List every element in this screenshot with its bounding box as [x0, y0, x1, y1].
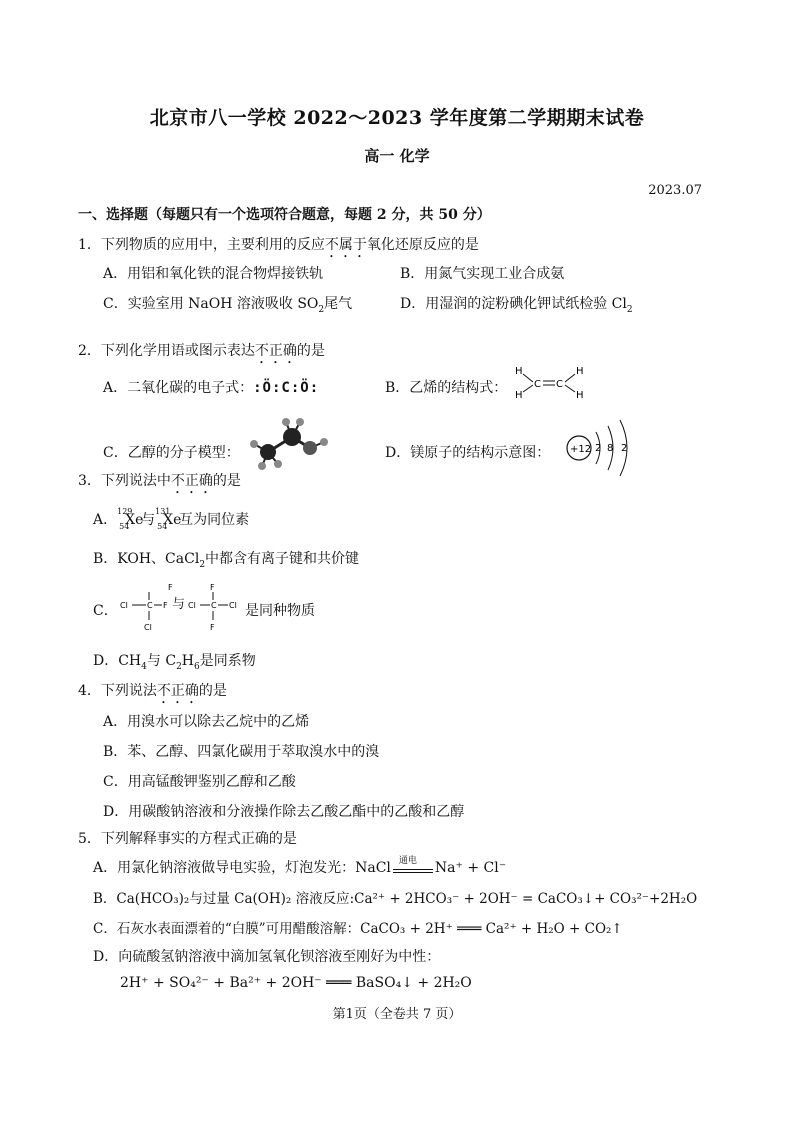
shell-electrons-2: 8 [607, 443, 614, 454]
question-3-c-and: 与 [172, 597, 186, 612]
hydrogen-atom [296, 418, 304, 426]
co2-electron-formula: :Ö:C:Ö: [253, 380, 320, 396]
cl-atom: Cl [188, 601, 196, 610]
f-atom: F [210, 583, 215, 592]
c-atom: C [147, 601, 153, 610]
question-5-stem: 5．下列解释事实的方程式正确的是 [78, 831, 297, 847]
exam-title: 北京市八一学校 2022～2023 学年度第二学期期末试卷 [149, 107, 645, 129]
shell-electrons-1: 2 [595, 443, 602, 454]
hydrogen-atom [250, 440, 258, 448]
question-3-option-b: B．KOH、CaCl$_2$中都含有离子键和共价键 [93, 551, 360, 570]
question-5-option-d-equation: 2H⁺ + SO₄²⁻ + Ba²⁺ + 2OH⁻ ═══ BaSO₄↓ + 2H₂O [120, 975, 472, 991]
ethylene-c-2: C [556, 379, 563, 390]
section-heading: 一、选择题（每题只有一个选项符合题意，每题 2 分，共 50 分） [78, 207, 491, 223]
exam-date: 2023.07 [648, 183, 702, 198]
f-atom: F [168, 583, 173, 592]
question-4-option-d: D．用碳酸钠溶液和分液操作除去乙酸乙酯中的乙酸和乙醇 [103, 804, 465, 820]
question-2-option-c: C．乙醇的分子模型： [103, 445, 240, 461]
ethylene-h-1: H [515, 366, 523, 377]
question-5-option-b: B．Ca(HCO₃)₂与过量 Ca(OH)₂ 溶液反应:Ca²⁺ + 2HCO₃⁻ + 2OH⁻ = CaCO₃↓+ CO₃²⁻+2H₂O [93, 891, 698, 907]
mg-nucleus-charge: +12 [570, 444, 592, 455]
question-3-stem: 3．下列说法中不正确的是 [78, 473, 241, 489]
question-3-option-c-tail: 是同种物质 [245, 603, 315, 619]
question-4-option-b: B．苯、乙醇、四氯化碳用于萃取溴水中的溴 [103, 744, 380, 760]
hydrogen-atom [282, 418, 290, 426]
question-1-option-d: D．用湿润的淀粉碘化钾试纸检验 $Cl_2$ [400, 296, 633, 315]
electrolysis-arrow: 通电 [393, 863, 433, 873]
carbon-atom-2 [283, 428, 301, 446]
cl-atom: Cl [120, 601, 128, 610]
c-atom: C [211, 601, 217, 610]
mg-atom-structure-diagram [562, 414, 638, 476]
ethylene-structure-diagram [508, 362, 590, 402]
ethanol-ball-model [240, 412, 332, 470]
oxygen-atom [303, 441, 317, 455]
shell-electrons-3: 2 [621, 443, 628, 454]
isotope-xe-129: 129 54 Xe [117, 507, 144, 531]
question-2-stem: 2．下列化学用语或图示表达不正确的是 [78, 343, 325, 359]
page-footer: 第1页（全卷共 7 页） [332, 1007, 462, 1022]
question-1-option-b: B．用氮气实现工业合成氨 [400, 266, 565, 282]
cl-atom: Cl [144, 623, 152, 632]
question-4-option-c: C．用高锰酸钾鉴别乙醇和乙酸 [103, 774, 296, 790]
hydrogen-atom [320, 438, 328, 446]
question-2-option-d: D．镁原子的结构示意图： [385, 445, 551, 461]
carbon-atom-1 [260, 444, 276, 460]
question-3-option-d: D．$CH_4$与 $C_2H_6$是同系物 [93, 653, 256, 672]
question-3-option-c-label: C． [93, 603, 118, 619]
question-5-option-c: C．石灰水表面漂着的“白膜”可用醋酸溶解：CaCO₃ + 2H⁺ ═══ Ca²⁺ + H₂O + CO₂↑ [93, 921, 623, 937]
question-2-option-b: B．乙烯的结构式： [385, 380, 508, 396]
isotope-xe-131: 131 54 Xe [155, 507, 182, 531]
hydrogen-atom [274, 460, 282, 468]
exam-subtitle: 高一 化学 [364, 147, 430, 165]
question-3-option-a: A． 129 54 Xe 与 131 54 Xe 互为同位素 [93, 507, 250, 531]
question-4-option-a: A．用溴水可以除去乙烷中的乙烯 [103, 714, 310, 730]
question-1-option-a: A．用铝和氧化铁的混合物焊接铁轨 [103, 266, 324, 282]
question-1-stem: 1．下列物质的应用中，主要利用的反应不属于氧化还原反应的是 [78, 237, 479, 253]
hydrogen-atom [258, 462, 266, 470]
cl-atom: Cl [229, 601, 237, 610]
question-5-option-a: A．用氯化钠溶液做导电实验，灯泡发光：NaCl 通电 Na⁺ + Cl⁻ [93, 856, 507, 876]
question-5-option-d: D．向硫酸氢钠溶液中滴加氢氧化钡溶液至刚好为中性： [93, 949, 441, 965]
ethylene-h-2: H [515, 390, 523, 401]
question-2-option-a: A．二氧化碳的电子式：:Ö:C:Ö: [103, 380, 320, 396]
f-atom: F [163, 601, 168, 610]
f-atom: F [210, 623, 215, 632]
ethylene-c-1: C [534, 379, 541, 390]
question-1-option-c: C．实验室用 NaOH 溶液吸收 $SO_2$尾气 [103, 296, 353, 315]
ethylene-h-3: H [576, 366, 584, 377]
question-4-stem: 4．下列说法不正确的是 [78, 683, 227, 699]
ethylene-h-4: H [576, 390, 584, 401]
